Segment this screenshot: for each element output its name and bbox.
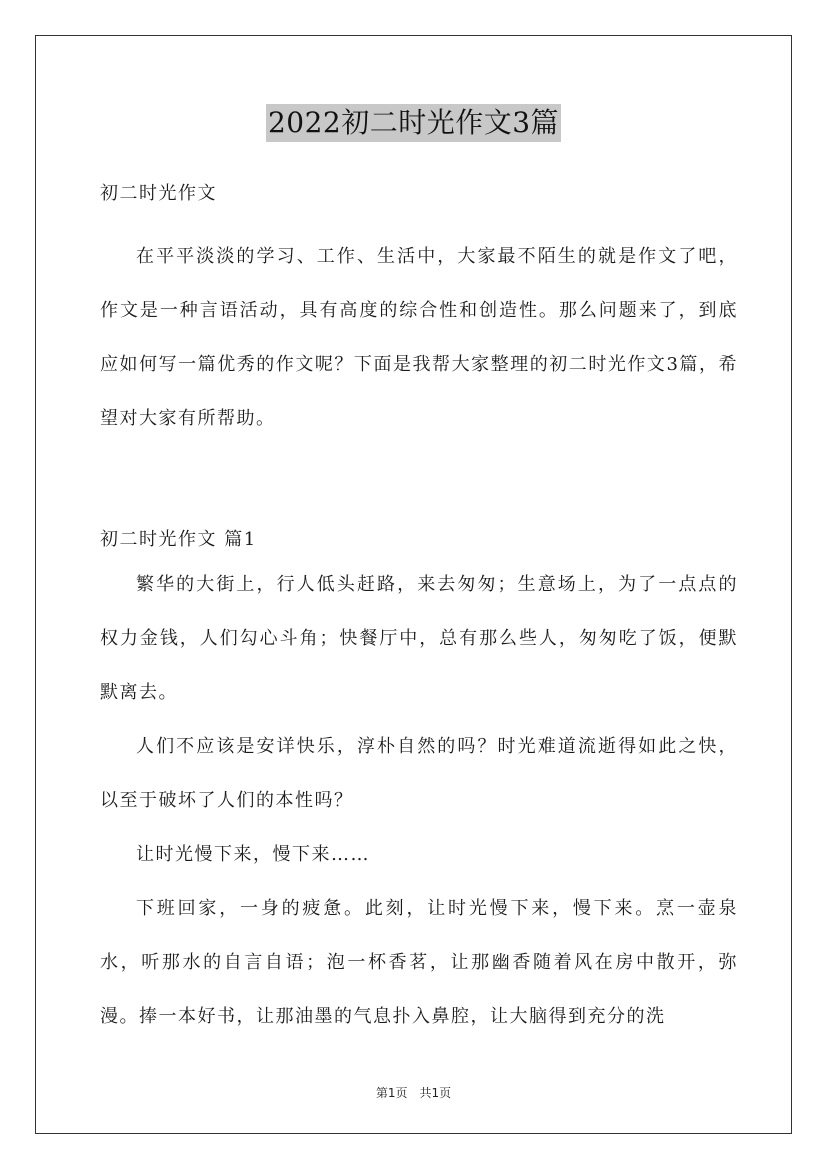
article-heading: 初二时光作文 篇1 [100,529,257,550]
body-paragraph: 繁华的大街上，行人低头赶路，来去匆匆；生意场上，为了一点点的权力金钱，人们勾心斗角；快餐厅中，总有那么些人，匆匆吃了饭，便默默离去。 [100,574,738,703]
document-title: 2022初二时光作文3篇 [266,104,561,142]
body-paragraph: 人们不应该是安详快乐，淳朴自然的吗？时光难道流逝得如此之快，以至于破坏了人们的本性吗？ [100,736,738,811]
section-heading: 初二时光作文 [100,183,217,204]
intro-paragraph: 在平平淡淡的学习、工作、生活中，大家最不陌生的就是作文了吧，作文是一种言语活动，具有高度的综合性和创造性。那么问题来了，到底应如何写一篇优秀的作文呢？下面是我帮大家整理的初二时光作文3篇，希望对大家有所帮助。 [100,246,738,429]
body-paragraph: 让时光慢下来，慢下来…… [136,844,370,865]
page-footer: 第1页 共1页 [375,1086,452,1100]
body-paragraph: 下班回家，一身的疲惫。此刻，让时光慢下来，慢下来。烹一壶泉水，听那水的自言自语；泡一杯香茗，让那幽香随着风在房中散开，弥漫。捧一本好书，让那油墨的气息扑入鼻腔，让大脑得到充分的洗 [100,898,738,1027]
document-body [100,176,738,1044]
title-container [0,104,827,142]
